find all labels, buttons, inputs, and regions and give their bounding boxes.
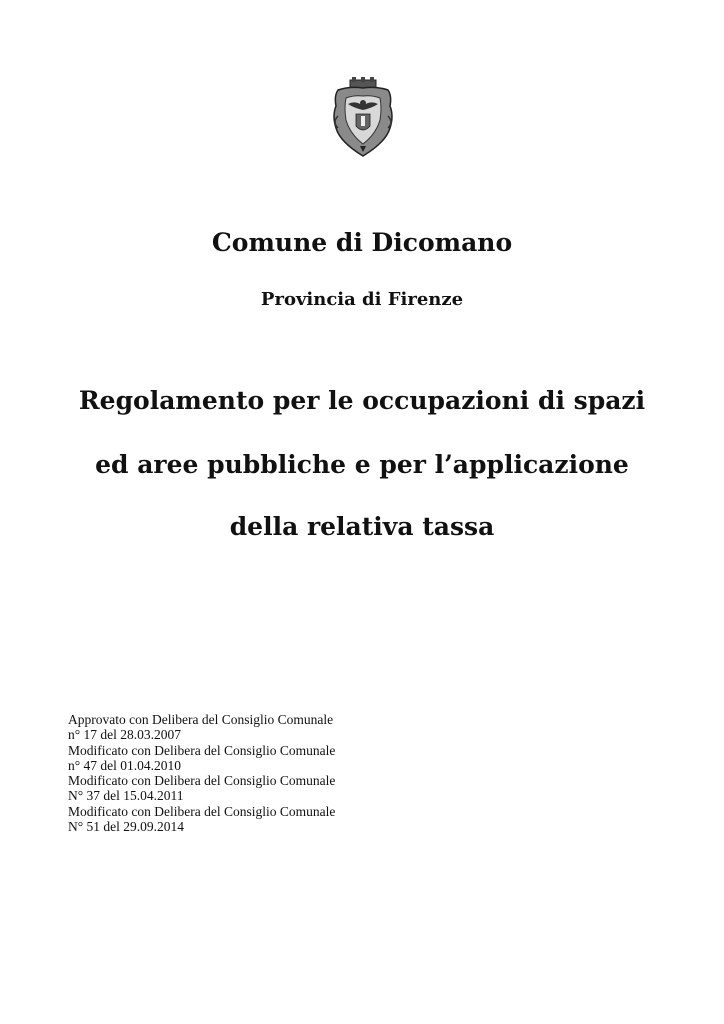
- approval-note-line: Modificato con Delibera del Consiglio Comunale: [68, 773, 336, 789]
- document-title-line-2: ed aree pubbliche e per l’applicazione: [95, 450, 629, 479]
- document-title-line-3: della relativa tassa: [229, 512, 495, 541]
- approval-note-line: N° 51 del 29.09.2014: [68, 819, 185, 835]
- approval-notes: [68, 712, 335, 834]
- approval-note-line: Modificato con Delibera del Consiglio Comunale: [68, 742, 336, 758]
- approval-note-line: Approvato con Delibera del Consiglio Comunale: [68, 712, 334, 727]
- approval-note-line: N° 37 del 15.04.2011: [68, 788, 184, 804]
- coat-of-arms-icon: [330, 76, 396, 158]
- approval-note-line: n° 47 del 01.04.2010: [68, 757, 182, 773]
- approval-note-line: Modificato con Delibera del Consiglio Comunale: [68, 803, 336, 819]
- province-name: Provincia di Firenze: [260, 289, 464, 310]
- document-title-line-1: Regolamento per le occupazioni di spazi: [78, 386, 646, 415]
- approval-note-line: n° 17 del 28.03.2007: [68, 727, 182, 743]
- municipality-name: Comune di Dicomano: [211, 228, 513, 257]
